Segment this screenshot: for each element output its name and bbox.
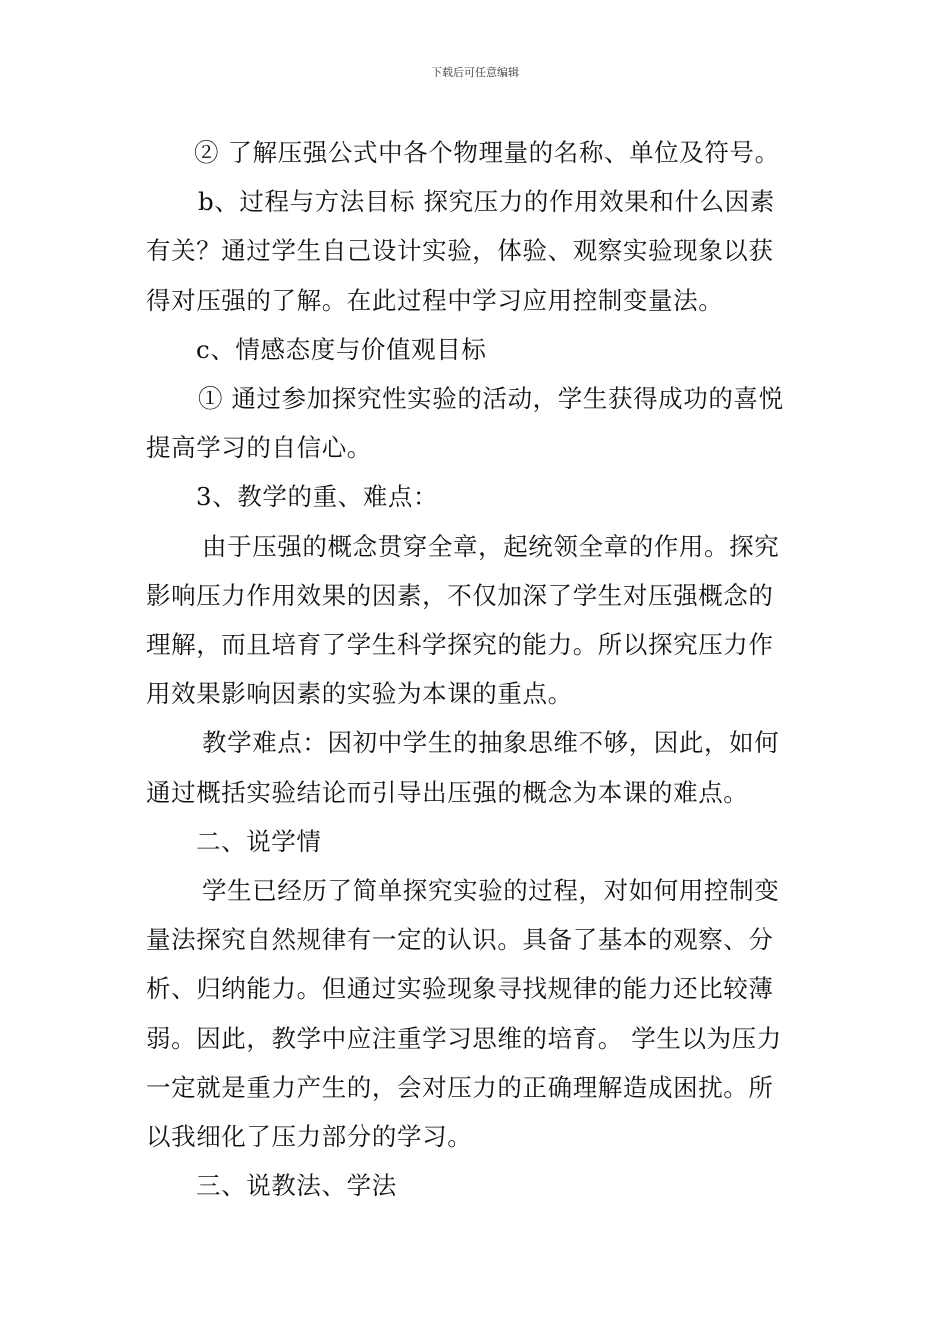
text-line: 量法探究自然规律有一定的认识。具备了基本的观察、分 [146,925,774,955]
text-line: 通过概括实验结论而引导出压强的概念为本课的难点。 [146,777,749,807]
text-line: 提高学习的自信心。 [146,433,372,463]
text-line: 析、归纳能力。但通过实验现象寻找规律的能力还比较薄 [146,974,774,1004]
text-line: ② 了解压强公式中各个物理量的名称、单位及符号。 [194,138,780,167]
text-line: 由于压强的概念贯穿全章，起统领全章的作用。探究 [202,531,780,561]
section-heading: 三、说教法、学法 [196,1171,397,1201]
text-line: 学生已经历了简单探究实验的过程，对如何用控制变 [202,876,780,906]
text-line: 有关？通过学生自己设计实验，体验、观察实验现象以获 [146,236,774,266]
text-line: 影响压力作用效果的因素，不仅加深了学生对压强概念的 [146,580,774,610]
text-line: 弱。因此，教学中应注重学习思维的培育。 学生以为压力 [146,1023,782,1053]
text-line: b、过程与方法目标 探究压力的作用效果和什么因素 [198,187,775,217]
text-line: 理解，而且培育了学生科学探究的能力。所以探究压力作 [146,630,774,660]
text-line: 以我细化了压力部分的学习。 [146,1122,473,1152]
document-body [146,128,810,1210]
text-line: ① 通过参加探究性实验的活动，学生获得成功的喜悦 [198,384,784,414]
text-line: 教学难点：因初中学生的抽象思维不够，因此，如何 [202,728,780,758]
section-heading: 3、教学的重、难点： [196,482,439,512]
section-heading: 二、说学情 [196,826,322,856]
text-line: 一定就是重力产生的，会对压力的正确理解造成困扰。所 [146,1072,774,1102]
text-line: 用效果影响因素的实验为本课的重点。 [146,679,573,709]
text-line: 得对压强的了解。在此过程中学习应用控制变量法。 [146,285,724,315]
page-header: 下载后可任意编辑 [431,66,519,79]
section-heading: c、情感态度与价值观目标 [196,334,487,364]
